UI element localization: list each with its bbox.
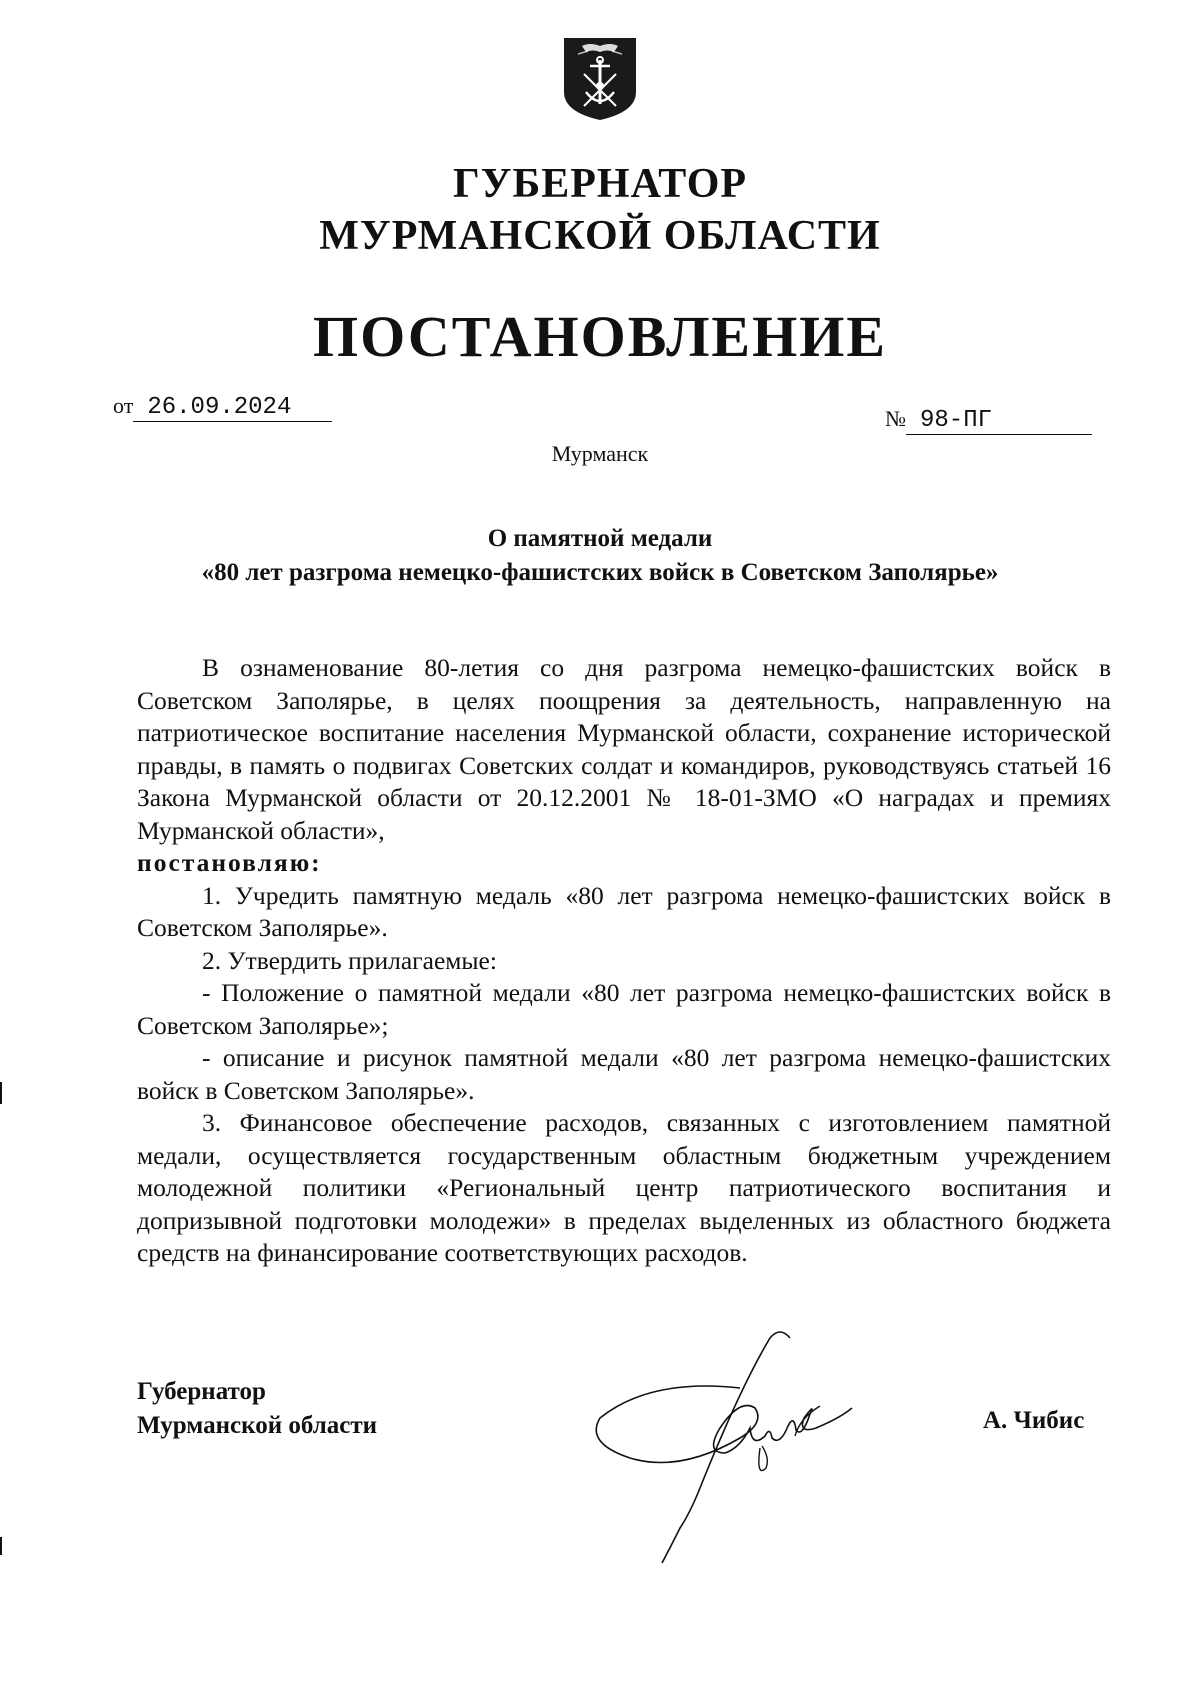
document-date: 26.09.2024 — [133, 395, 332, 422]
document-title — [0, 522, 1200, 590]
item-2-paragraph: 2. Утвердить прилагаемые: — [202, 945, 497, 975]
document-number: 98-ПГ — [906, 408, 1092, 435]
authority-line-1: ГУБЕРНАТОР — [452, 161, 748, 207]
coat-of-arms-icon — [560, 34, 640, 122]
margin-mark-2 — [0, 1537, 2, 1555]
signatory-position — [137, 1375, 377, 1443]
item-2b-paragraph: - описание и рисунок памятной медали «80 лет разгрома немецко-фашистских войск в Советском Заполярье». — [137, 1043, 1111, 1105]
date-row — [113, 393, 332, 422]
item-1-paragraph: 1. Учредить памятную медаль «80 лет разгрома немецко-фашистских войск в Советском Заполярье». — [137, 880, 1111, 942]
signature-icon — [590, 1318, 870, 1568]
item-2a-paragraph: - Положение о памятной медали «80 лет разгрома немецко-фашистских войск в Советском Заполярье»; — [137, 978, 1111, 1040]
authority-line-2: МУРМАНСКОЙ ОБЛАСТИ — [319, 213, 881, 259]
title-line-2: «80 лет разгрома немецко-фашистских войск в Советском Заполярье» — [201, 559, 999, 586]
document-type-heading: ПОСТАНОВЛЕНИЕ — [312, 304, 888, 369]
item-3-paragraph: 3. Финансовое обеспечение расходов, связанных с изготовлением памятной медали, осуществляется государственным областным бюджетным учреждением молодежной политики «Региональный центр патриотического воспитания и допризывной подготовки молодежи» в пределах выделенных из областного бюджета средств на финансирование соответствующих расходов. — [137, 1108, 1111, 1267]
number-row — [885, 406, 1092, 435]
city-label: Мурманск — [551, 441, 649, 466]
margin-mark-1 — [0, 1082, 2, 1104]
resolve-word: постановляю: — [137, 848, 322, 877]
signatory-position-line-1: Губернатор — [137, 1378, 266, 1405]
number-prefix: № — [885, 406, 906, 431]
preamble-paragraph: В ознаменование 80-летия со дня разгрома немецко-фашистских войск в Советском Заполярье, в целях поощрения за деятельность, направленную на патриотическое воспитание населения Мурманской области, сохранение исторической правды, в память о подвигах Советских солдат и командиров, руководствуясь статьей 16 Закона Мурманской области от 20.12.2001 № 18-01-ЗМО «О наградах и премиях Мурманской области», — [137, 653, 1111, 845]
date-prefix: от — [113, 393, 134, 418]
title-line-1: О памятной медали — [487, 525, 713, 552]
signatory-position-line-2: Мурманской области — [137, 1412, 378, 1439]
document-body — [137, 652, 1111, 1270]
signatory-name: А. Чибис — [983, 1407, 1085, 1434]
